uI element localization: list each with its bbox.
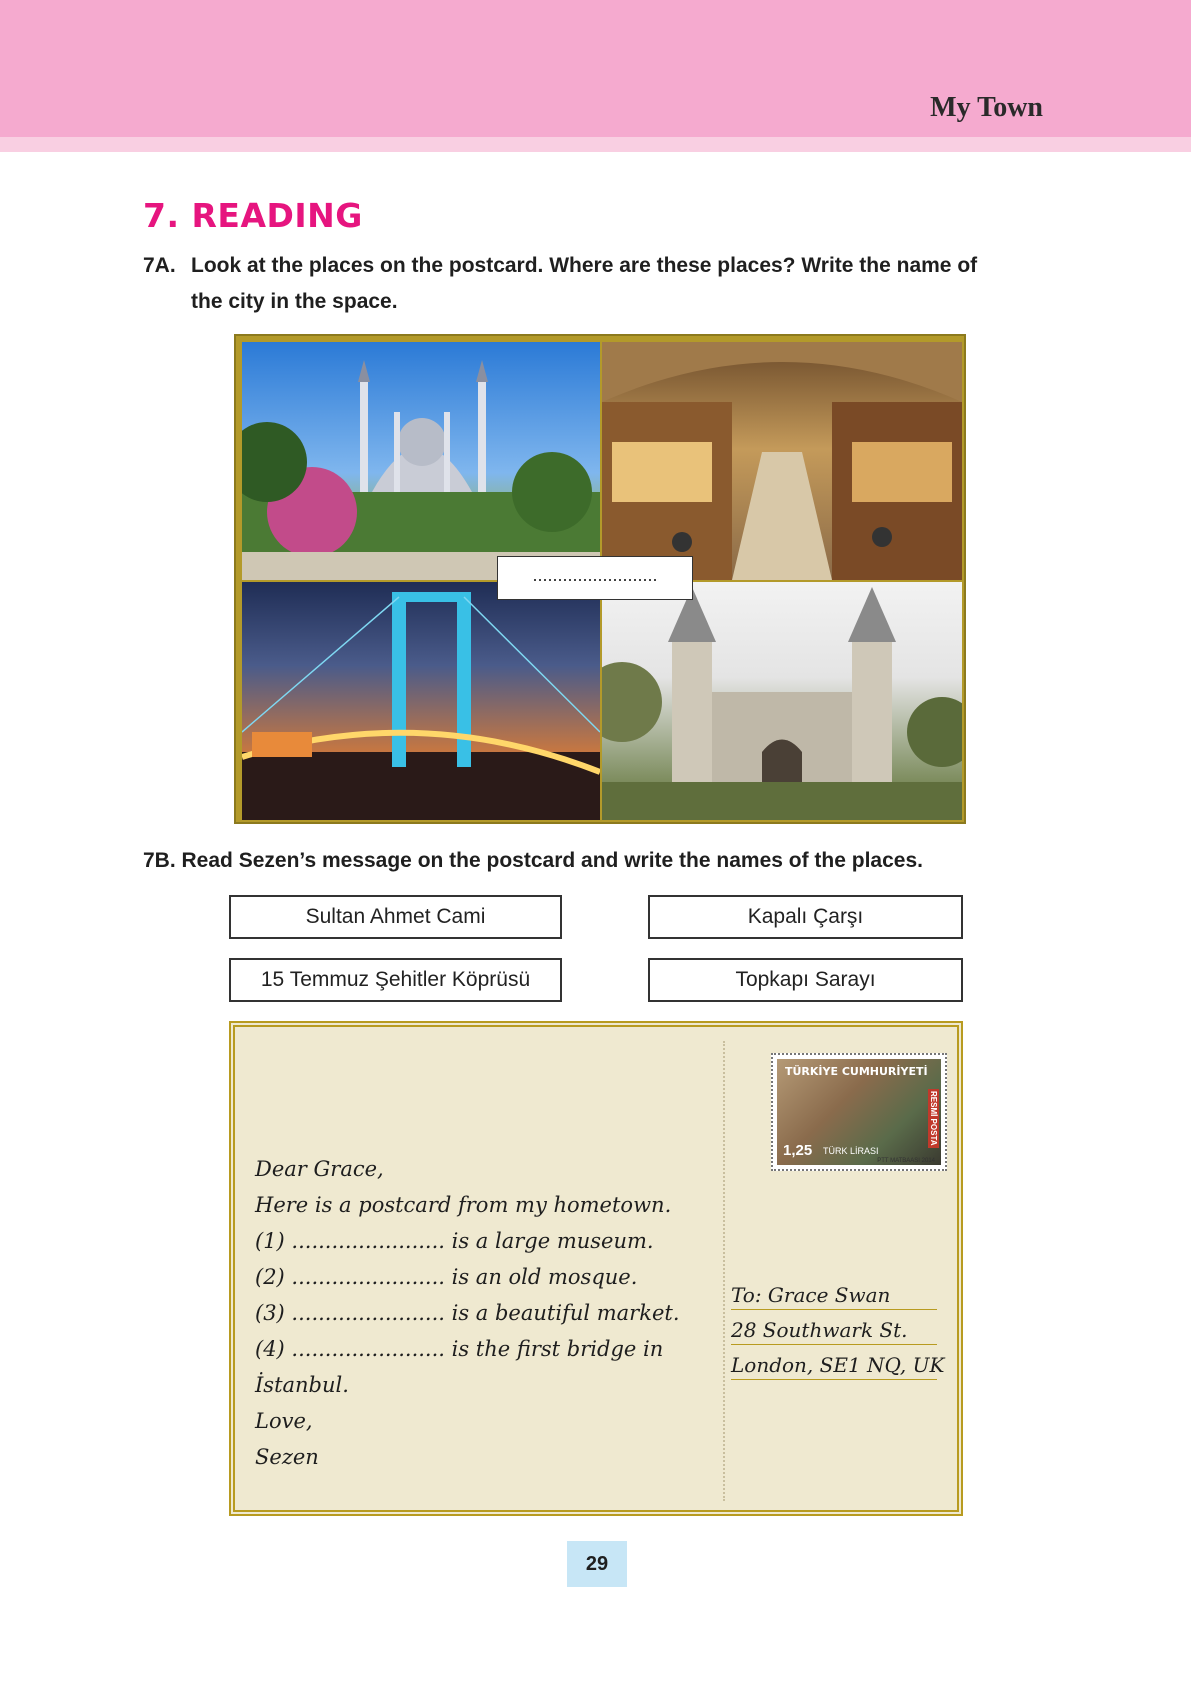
stamp-footer: PTT MATBAASI 2014 — [877, 1158, 935, 1164]
postage-stamp — [771, 1053, 947, 1171]
letter-line: (4) ....................... is the first bridge in — [255, 1337, 664, 1361]
address-line: London, SE1 NQ, UK — [731, 1353, 937, 1380]
page-number: 29 — [567, 1541, 627, 1587]
photo-15-temmuz-bridge — [242, 582, 600, 820]
section-title: 7. READING — [143, 196, 363, 235]
place-name-box: Kapalı Çarşı — [648, 895, 963, 939]
city-answer-field[interactable]: ......................... — [497, 556, 693, 600]
photo-grand-bazaar — [602, 342, 962, 580]
postcard-divider — [723, 1041, 725, 1501]
place-name-box: Sultan Ahmet Cami — [229, 895, 562, 939]
address-line: 28 Southwark St. — [731, 1318, 937, 1345]
photo-topkapi-palace — [602, 582, 962, 820]
place-name-box: 15 Temmuz Şehitler Köprüsü — [229, 958, 562, 1002]
letter-line: Love, — [255, 1409, 313, 1433]
letter-line: İstanbul. — [255, 1373, 349, 1397]
letter-line: (2) ....................... is an old mosque. — [255, 1265, 638, 1289]
instruction-7a-line2: the city in the space. — [191, 290, 398, 313]
postcard — [229, 1021, 963, 1516]
letter-line: (3) ....................... is a beautiful market. — [255, 1301, 680, 1325]
instruction-7a — [143, 248, 1043, 320]
letter-line: Sezen — [255, 1445, 319, 1469]
stamp-value: 1,25 — [783, 1142, 813, 1159]
photo-blue-mosque — [242, 342, 600, 580]
instruction-7b: 7B. Read Sezen’s message on the postcard and write the names of the places. — [143, 849, 923, 872]
postcard-message — [255, 1151, 715, 1475]
letter-line: Here is a postcard from my hometown. — [255, 1193, 672, 1217]
postcard-address — [731, 1283, 945, 1388]
stamp-image — [777, 1059, 941, 1165]
letter-line: (1) ....................... is a large museum. — [255, 1229, 654, 1253]
page-header-title: My Town — [930, 92, 1043, 123]
place-name-box: Topkapı Sarayı — [648, 958, 963, 1002]
header-strip — [0, 137, 1191, 152]
instruction-7a-number: 7A. — [143, 254, 176, 277]
stamp-title: TÜRKİYE CUMHURİYETİ — [785, 1065, 928, 1078]
stamp-side-label: RESMİ POSTA — [929, 1091, 938, 1146]
letter-line: Dear Grace, — [255, 1157, 384, 1181]
instruction-7a-line1: Look at the places on the postcard. Where are these places? Write the name of — [191, 254, 978, 277]
stamp-currency: TÜRK LİRASI — [823, 1146, 879, 1156]
address-line: To: Grace Swan — [731, 1283, 937, 1310]
